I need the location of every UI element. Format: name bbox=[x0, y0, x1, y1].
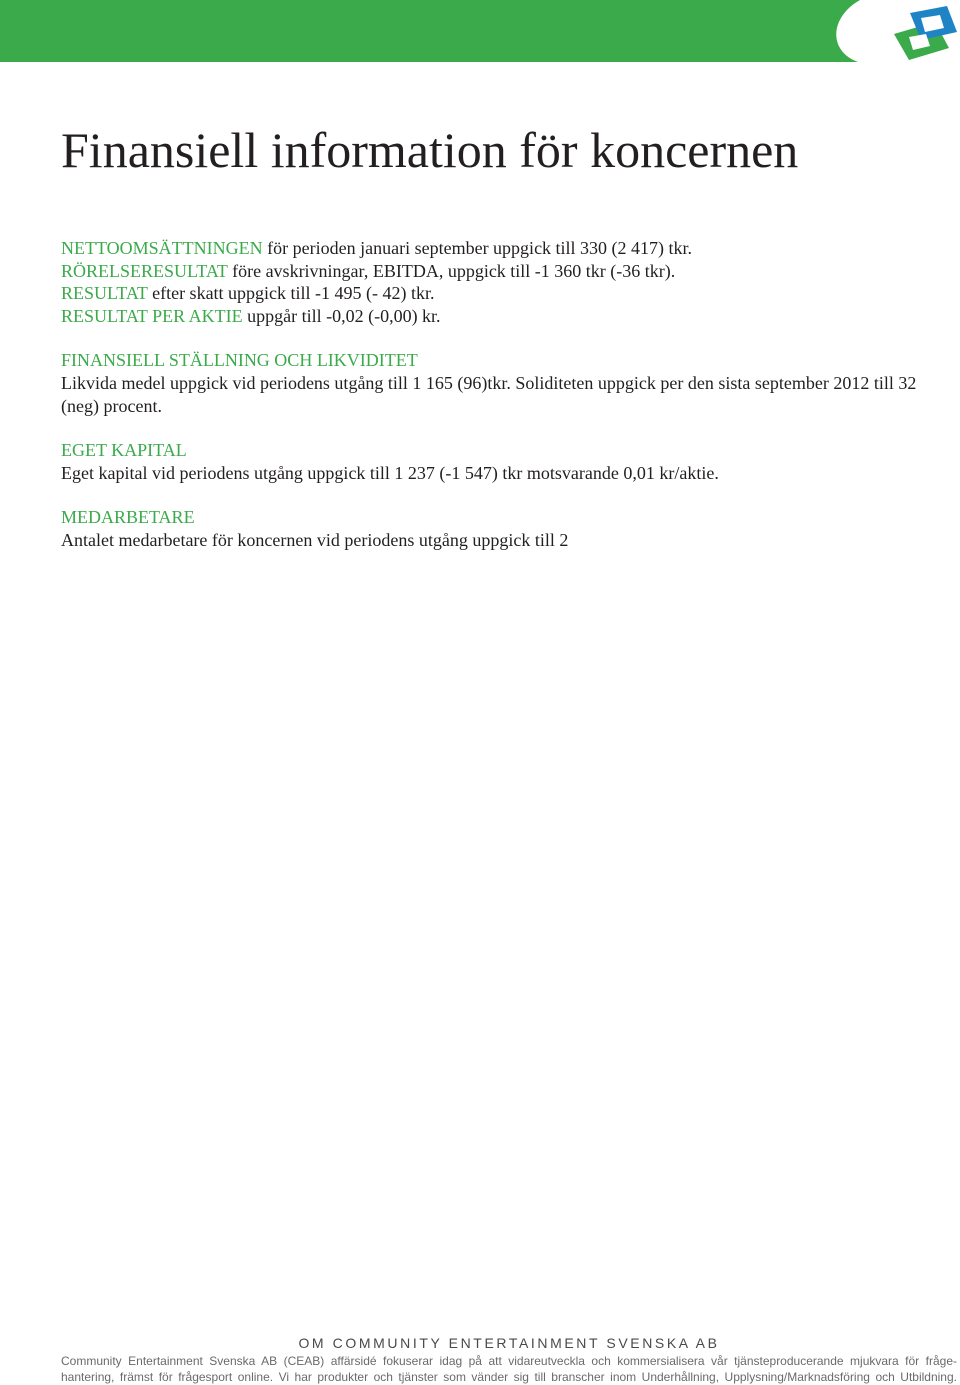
footer-text-line: Community Entertainment Svenska AB (CEAB) affärsidé fokuserar idag på att vidareutveckla och kommersialisera vår tjänsteproducerande mjukvara för fråge- bbox=[61, 1354, 957, 1370]
footer bbox=[61, 1334, 957, 1385]
header-bar bbox=[0, 0, 960, 62]
section-body-line: Antalet medarbetare för koncernen vid periodens utgång uppgick till 2 bbox=[61, 529, 949, 552]
summary-text: uppgår till -0,02 (-0,00) kr. bbox=[243, 306, 441, 326]
summary-label: RESULTAT PER AKTIE bbox=[61, 306, 243, 326]
summary-text: för perioden januari september uppgick till 330 (2 417) tkr. bbox=[263, 238, 692, 258]
summary-operating-result bbox=[61, 260, 949, 283]
page-title: Finansiell information för koncernen bbox=[61, 118, 798, 182]
section-heading-equity: EGET KAPITAL bbox=[61, 439, 949, 462]
footer-text-line: hantering, främst för frågesport online. Vi har produkter och tjänster som vänder sig till branscher inom Underhållning, Upplysning/Marknadsföring och Utbildning. bbox=[61, 1370, 957, 1385]
summary-label: RÖRELSERESULTAT bbox=[61, 261, 228, 281]
header-graphic bbox=[0, 0, 960, 62]
summary-text: före avskrivningar, EBITDA, uppgick till -1 360 tkr (-36 tkr). bbox=[228, 261, 676, 281]
section-body-line: (neg) procent. bbox=[61, 395, 949, 418]
section-heading-employees: MEDARBETARE bbox=[61, 506, 949, 529]
summary-result bbox=[61, 282, 949, 305]
report-content bbox=[61, 237, 949, 552]
section-body-line: Eget kapital vid periodens utgång uppgick till 1 237 (-1 547) tkr motsvarande 0,01 kr/aktie. bbox=[61, 462, 949, 485]
summary-result-per-share bbox=[61, 305, 949, 328]
summary-label: NETTOOMSÄTTNINGEN bbox=[61, 238, 263, 258]
summary-label: RESULTAT bbox=[61, 283, 148, 303]
summary-net-sales bbox=[61, 237, 949, 260]
section-body-line: Likvida medel uppgick vid periodens utgång till 1 165 (96)tkr. Soliditeten uppgick per den sista september 2012 till 32 bbox=[61, 372, 949, 395]
header-green-band bbox=[0, 0, 860, 62]
footer-heading: OM COMMUNITY ENTERTAINMENT SVENSKA AB bbox=[61, 1334, 957, 1352]
section-heading-financial-position: FINANSIELL STÄLLNING OCH LIKVIDITET bbox=[61, 349, 949, 372]
summary-text: efter skatt uppgick till -1 495 (- 42) tkr. bbox=[148, 283, 435, 303]
ceab-cube-logo-icon bbox=[894, 6, 957, 60]
